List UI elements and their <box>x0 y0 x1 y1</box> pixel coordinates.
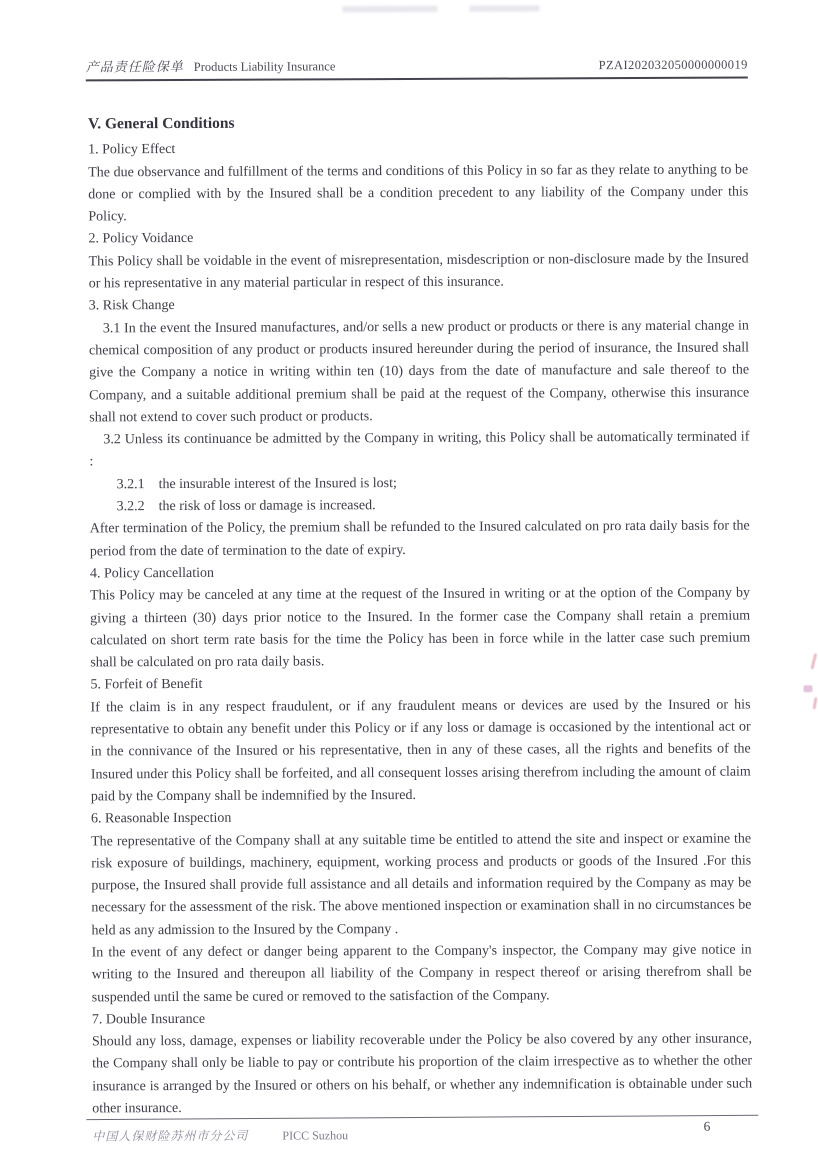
page-footer <box>92 1118 752 1145</box>
paragraph: 4. Policy Cancellation <box>89 565 215 582</box>
page-number: 6 <box>703 1118 711 1134</box>
paragraph: This Policy shall be voidable in the event of misrepresentation, misdescription or non-disclosure made by the Insured or his representative in any material particular in respect of this insurance. <box>88 251 749 292</box>
page-header <box>86 54 748 82</box>
paragraph: 7. Double Insurance <box>91 1011 206 1028</box>
paragraph: 3. Risk Change <box>88 298 175 314</box>
paragraph: 3.2 Unless its continuance be admitted by the Company in writing, this Policy shall be automatically terminated if : <box>89 429 750 470</box>
scan-artifact <box>342 5 572 16</box>
paragraph: In the event of any defect or danger being apparent to the Company's inspector, the Company may give notice in writing to the Insured and thereupon all liability of the Company in respect thereof or arising therefrom shall be suspended until the same be cured or removed to the satisfaction of the Company. <box>91 942 752 1005</box>
paragraph: 3.1 In the event the Insured manufactures, and/or sells a new product or products or there is any material change in chemical composition of any product or products insured hereunder during the period of insurance, the Insured shall give the Company a notice in writing within ten (10) days from the date of manufacture and sale thereof to the Company, and a suitable additional premium shall be paid at the request of the Company, otherwise this insurance shall not extend to cover such product or products. <box>88 318 750 426</box>
paragraph: 3.2.2 the risk of loss or damage is increased. <box>116 498 376 515</box>
paragraph: The representative of the Company shall at any suitable time be entitled to attend the site and inspect or examine the risk exposure of buildings, machinery, equipment, working process and products or goods of the Insured .For this purpose, the Insured shall provide full assistance and all details and information required by the Company as may be necessary for the assessment of the risk. The above mentioned inspection or examination shall in no circumstances be held as any admission to the Insured by the Company . <box>91 831 752 939</box>
footer-company-english: PICC Suzhou <box>282 1128 349 1143</box>
stamp-edge-artifact <box>802 653 816 723</box>
paragraph: The due observance and fulfillment of the terms and conditions of this Policy in so far as they relate to anything to be done or complied with by the Insured shall be a condition precedent to any liability of the Company under this Policy. <box>88 162 749 225</box>
header-title-chinese: 产品责任险保单 <box>85 58 184 75</box>
footer-company-chinese: 中国人保财险苏州市分公司 <box>92 1128 249 1144</box>
paragraph: This Policy may be canceled at any time at the request of the Insured in writing or at the option of the Company by giving a thirteen (30) days prior notice to the Insured. In the former case the Company shall retain a premium calculated on short term rate basis for the time the Policy has been in force while in the latter case such premium shall be calculated on pro rata daily basis. <box>90 585 751 671</box>
paragraph: If the claim is in any respect fraudulent, or if any fraudulent means or devices are used by the Insured or his representative to obtain any benefit under this Policy or if any loss or damage is occasioned by the intentional act or in the connivance of the Insured or his representative, then in any of these cases, all the rights and benefits of the Insured under this Policy shall be forfeited, and all consequent losses arising therefrom including the amount of claim paid by the Company shall be indemnified by the Insured. <box>90 697 751 805</box>
paragraph: 5. Forfeit of Benefit <box>90 677 203 693</box>
paragraph: 6. Reasonable Inspection <box>90 810 232 827</box>
header-title <box>86 55 336 75</box>
policy-number: PZAI202032050000000019 <box>598 57 748 73</box>
paragraph: 1. Policy Effect <box>88 142 176 158</box>
paragraph: After termination of the Policy, the premium shall be refunded to the Insured calculated on pro rata daily basis for the period from the date of termination to the date of expiry. <box>89 518 750 560</box>
paragraph: Should any loss, damage, expenses or liability recoverable under the Policy be also covered by any other insurance, the Company shall only be liable to pay or contribute his proportion of the claim irrespective as to whether the other insurance is arranged by the Insured or others on his behalf, or whether any indemnification is obtainable under such other insurance. <box>91 1031 753 1117</box>
paragraph: 2. Policy Voidance <box>88 231 194 247</box>
paragraph: 3.2.1 the insurable interest of the Insured is lost; <box>116 475 397 493</box>
document-body <box>88 111 752 1121</box>
paragraph-list <box>88 137 752 1121</box>
section-title: V. General Conditions <box>87 114 235 133</box>
header-title-english: Products Liability Insurance <box>193 59 336 74</box>
